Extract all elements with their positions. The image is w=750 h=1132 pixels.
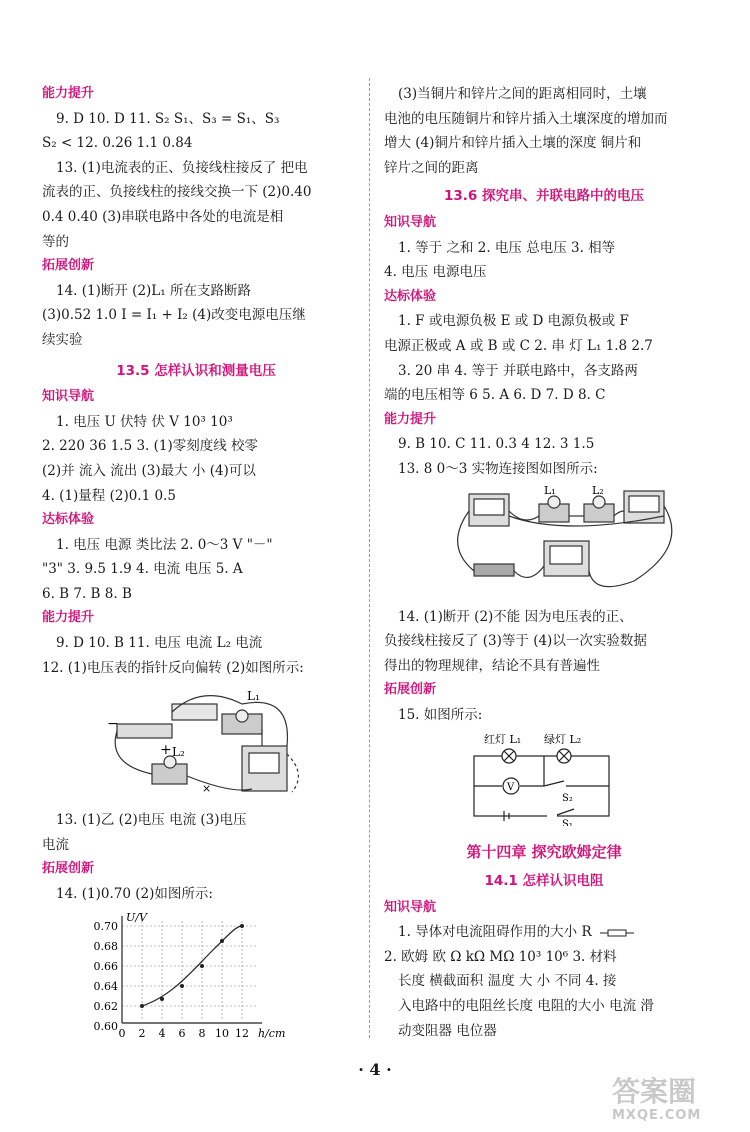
label-l1: L₁ [247, 689, 260, 704]
answer-line: 2. 欧姆 欧 Ω kΩ MΩ 10³ 10⁶ 3. 材料 [384, 948, 617, 965]
watermark-text: 答案圈 [612, 1075, 697, 1108]
graph-ytick: 0.70 [93, 919, 118, 933]
heading-knowledge: 知识导航 [384, 214, 437, 230]
left-column [42, 82, 350, 1050]
answer-line: 9. D 10. D 11. S₂ S₁、S₃ = S₁、S₃ [56, 110, 280, 127]
answer-line: 0.4 0.40 (3)串联电路中各处的电流是相 [42, 208, 284, 225]
label-s2: S₂ [562, 793, 573, 805]
answer-line: 15. 如图所示: [398, 706, 483, 723]
answer-line: (3)0.52 1.0 I = I₁ + I₂ (4)改变电源电压继 [42, 307, 306, 324]
section-title-13-5: 13.5 怎样认识和测量电压 [116, 362, 276, 379]
section-title-13-6: 13.6 探究串、并联电路中的电压 [443, 188, 644, 205]
answer-line: 增大 (4)铜片和锌片插入土壤的深度 铜片和 [384, 135, 642, 152]
answer-line: 电流 [42, 836, 69, 853]
heading-extension: 拓展创新 [384, 682, 437, 698]
answer-line: S₂ < 12. 0.26 1.1 0.84 [42, 135, 193, 152]
watermark-logo [612, 1075, 742, 1126]
answer-line: 1. 电压 U 伏特 伏 V 10³ 10³ [56, 413, 233, 430]
answer-line: 续实验 [42, 331, 83, 348]
answer-line: 14. (1)0.70 (2)如图所示: [56, 886, 213, 903]
resistor-symbol-icon [600, 928, 634, 938]
label-l2: L₂ [592, 485, 604, 497]
label-voltmeter: V [507, 782, 515, 794]
answer-line: 等的 [42, 233, 69, 250]
answer-line: 13. 8 0～3 实物连接图如图所示: [398, 460, 598, 477]
heading-practice: 达标体验 [42, 512, 95, 528]
label-s1: S₁ [562, 819, 573, 827]
graph-ytick: 0.60 [93, 1019, 118, 1033]
graph-xtick: 6 [178, 1026, 186, 1040]
label-green-lamp: 绿灯 L₂ [544, 733, 582, 747]
answer-line: (2)并 流入 流出 (3)最大 小 (4)可以 [42, 462, 256, 479]
answer-line: 动变阻器 电位器 [398, 1022, 497, 1039]
graph-ytick: 0.68 [93, 939, 118, 953]
graph-xtick: 10 [215, 1026, 229, 1040]
graph-xtick: 4 [158, 1026, 166, 1040]
heading-practice: 达标体验 [384, 288, 437, 304]
graph-xtick: 12 [235, 1026, 249, 1040]
graph-ytick: 0.62 [93, 999, 118, 1013]
answer-line: 1. F 或电源负极 E 或 D 电源负极或 F [398, 313, 629, 330]
answer-line: 流表的正、负接线柱的接线交换一下 (2)0.40 [42, 184, 312, 201]
heading-ability: 能力提升 [42, 610, 95, 626]
answer-line: 4. (1)量程 (2)0.1 0.5 [42, 487, 176, 504]
watermark-url: MXQE.COM [612, 1108, 702, 1123]
answer-line: "3" 3. 9.5 1.9 4. 电流 电压 5. A [42, 561, 243, 578]
circuit-figure-12 [102, 684, 402, 804]
answer-line: 电池的电压随铜片和锌片插入土壤深度的增加而 [384, 110, 668, 127]
graph-ylabel: U/V [126, 910, 147, 924]
heading-ability: 能力提升 [384, 411, 437, 427]
circuit-figure-13 [444, 486, 704, 601]
label-l1: L₁ [544, 485, 556, 497]
answer-line: 14. (1)断开 (2)不能 因为电压表的正、 [398, 608, 633, 625]
answer-line: 2. 220 36 1.5 3. (1)零刻度线 校零 [42, 438, 259, 455]
answer-line: 12. (1)电压表的指针反向偏转 (2)如图所示: [42, 659, 304, 676]
answer-line: 入电路中的电阻丝长度 电阻的大小 电流 滑 [398, 998, 654, 1015]
answer-line: 6. B 7. B 8. B [42, 585, 132, 602]
answer-text: 1. 导体对电流阻碍作用的大小 R [398, 924, 592, 941]
answer-line: 14. (1)断开 (2)L₁ 所在支路断路 [56, 282, 251, 299]
circuit-figure-15 [464, 731, 724, 826]
chapter-title-14: 第十四章 探究欧姆定律 [466, 843, 622, 862]
label-l2: L₂ [172, 745, 185, 760]
graph-xtick: 2 [138, 1026, 146, 1040]
u-h-graph [82, 911, 312, 1046]
label-cross: × [202, 782, 212, 796]
right-column [384, 82, 704, 1043]
heading-knowledge: 知识导航 [42, 389, 95, 405]
graph-xlabel: h/cm [258, 1026, 286, 1040]
answer-line: 9. B 10. C 11. 0.3 4 12. 3 1.5 [398, 436, 595, 453]
graph-xtick: 8 [198, 1026, 206, 1040]
answer-line: 13. (1)电流表的正、负接线柱接反了 把电 [56, 159, 308, 176]
answer-line: 锌片之间的距离 [384, 159, 479, 176]
answer-line: 电源正极或 A 或 B 或 C 2. 串 灯 L₁ 1.8 2.7 [384, 337, 653, 354]
answer-line: 3. 20 串 4. 等于 并联电路中，各支路两 [398, 362, 638, 379]
answer-line: (3)当铜片和锌片之间的距离相同时，土壤 [398, 86, 647, 102]
answer-line: 长度 横截面积 温度 大 小 不同 4. 接 [398, 973, 617, 990]
answer-line: 9. D 10. B 11. 电压 电流 L₂ 电流 [56, 635, 263, 652]
heading-knowledge: 知识导航 [384, 899, 437, 915]
label-plus: + [160, 742, 172, 759]
section-title-14-1: 14.1 怎样认识电阻 [484, 873, 604, 890]
answer-line: 1. 电压 电源 类比法 2. 0～3 V "－" [56, 536, 273, 553]
label-minus: − [107, 716, 119, 733]
heading-ability: 能力提升 [42, 86, 95, 101]
graph-xtick: 0 [118, 1026, 126, 1040]
answer-line: 1. 等于 之和 2. 电压 总电压 3. 相等 [398, 239, 616, 256]
answer-line [384, 920, 704, 945]
column-divider [369, 78, 370, 1038]
answer-line: 端的电压相等 6 5. A 6. D 7. D 8. C [384, 387, 606, 404]
graph-ytick: 0.64 [93, 979, 118, 993]
answer-line: 4. 电压 电源电压 [384, 264, 487, 281]
heading-extension: 拓展创新 [42, 861, 95, 877]
answer-line: 负接线柱接反了 (3)等于 (4)以一次实验数据 [384, 633, 647, 650]
label-red-lamp: 红灯 L₁ [484, 733, 522, 747]
page-number: · 4 · [358, 1060, 392, 1079]
heading-extension: 拓展创新 [42, 258, 95, 274]
graph-ytick: 0.66 [93, 959, 118, 973]
answer-line: 13. (1)乙 (2)电压 电流 (3)电压 [56, 812, 247, 829]
answer-line: 得出的物理规律，结论不具有普遍性 [384, 657, 600, 674]
